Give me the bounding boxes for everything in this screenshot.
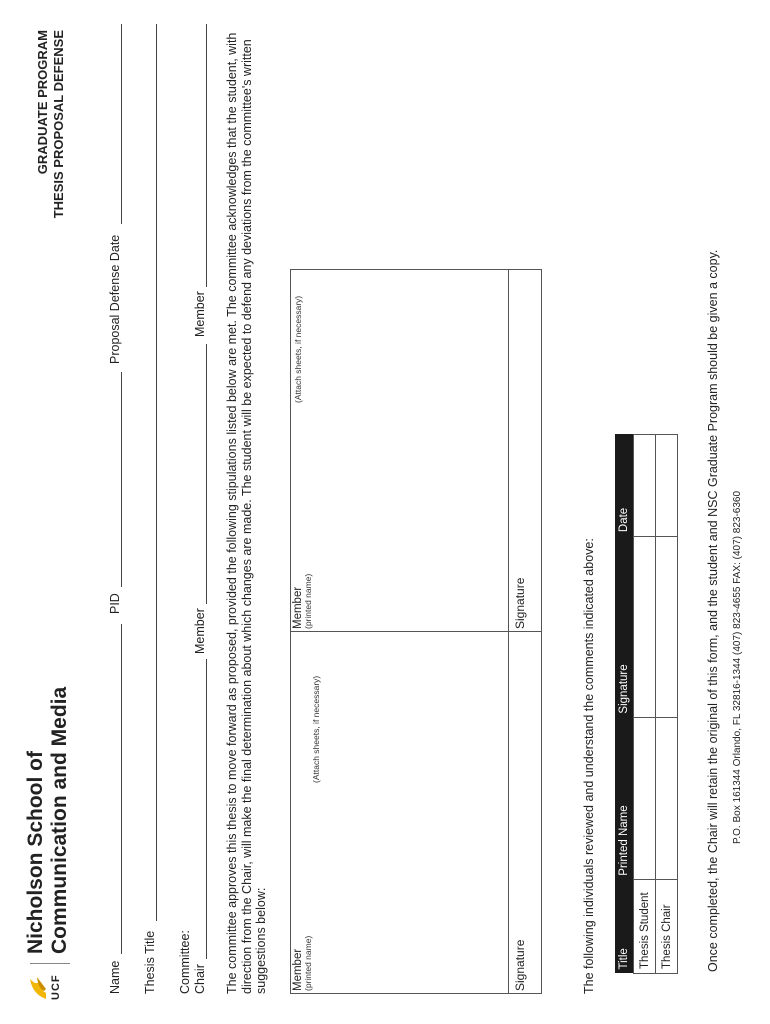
row-title: Thesis Chair	[656, 880, 678, 974]
row-title: Thesis Student	[634, 880, 656, 974]
signature-cell[interactable]	[634, 536, 656, 717]
signature-box-right[interactable]	[509, 270, 541, 631]
header-signature: Signature	[615, 536, 634, 717]
member2-field[interactable]	[206, 24, 207, 287]
proposal-date-field[interactable]	[121, 24, 122, 224]
table-row	[656, 435, 678, 974]
form-title-line2: THESIS PROPOSAL DEFENSE	[51, 30, 66, 219]
signature-cell[interactable]	[656, 536, 678, 717]
retention-note: Once completed, the Chair will retain the original of this form, and the student and NSC Graduate Program should be given a copy.	[706, 249, 720, 972]
name-field[interactable]	[121, 624, 122, 954]
comments-grid	[290, 269, 542, 994]
name-label: Name	[108, 960, 122, 994]
committee-label: Committee:	[178, 930, 192, 994]
header-title: Title	[615, 880, 634, 974]
printed-name-label-right: (printed name)	[303, 573, 313, 629]
signature-label-left: Signature	[513, 939, 527, 991]
table-header-row	[615, 435, 634, 974]
school-name-line1: Nicholson School of	[24, 751, 47, 954]
member1-label: Member	[193, 608, 207, 654]
signature-label-right: Signature	[513, 577, 527, 629]
ucf-label: UCF	[50, 974, 62, 1000]
printed-name-cell[interactable]	[656, 718, 678, 880]
date-cell[interactable]	[656, 435, 678, 537]
footer-address: P.O. Box 161344 Orlando, FL 32816-1344 (407) 823-4655 FAX: (407) 823-6360	[732, 490, 743, 844]
header-date: Date	[615, 435, 634, 537]
member-label-right: Member	[292, 586, 304, 629]
approval-paragraph: The committee approves this thesis to move forward as proposed, provided the following stipulations listed below are met. The committee acknowledges that the student, with direction from the Chair, will make the final determination about which changes are made. The student will be expected to defend any deviations from the committee's written suggestions below:	[225, 32, 268, 994]
chair-label: Chair	[193, 964, 207, 994]
pid-label: PID	[108, 593, 122, 614]
logo-divider	[30, 963, 70, 964]
chair-field[interactable]	[206, 659, 207, 959]
thesis-title-label: Thesis Title	[143, 930, 157, 994]
printed-name-label-left: (printed name)	[303, 935, 313, 991]
form-title-line1: GRADUATE PROGRAM	[35, 30, 50, 175]
signature-table	[615, 434, 678, 974]
member-comment-box-right[interactable]	[291, 270, 509, 631]
attach-note-left: (Attach sheets, if necessary)	[311, 675, 321, 783]
pegasus-logo-icon	[28, 973, 48, 1001]
table-row	[634, 435, 656, 974]
proposal-date-label: Proposal Defense Date	[108, 234, 122, 364]
pid-field[interactable]	[121, 372, 122, 587]
signature-box-left[interactable]	[509, 631, 541, 993]
header-printed-name: Printed Name	[615, 718, 634, 880]
thesis-title-field[interactable]	[156, 24, 157, 921]
member1-field[interactable]	[206, 344, 207, 604]
date-cell[interactable]	[634, 435, 656, 537]
member2-label: Member	[193, 291, 207, 337]
printed-name-cell[interactable]	[634, 718, 656, 880]
acknowledgement-text: The following individuals reviewed and understand the comments indicated above:	[582, 538, 596, 994]
school-name-line2: Communication and Media	[48, 686, 71, 954]
attach-note-right: (Attach sheets, if necessary)	[293, 295, 303, 403]
member-label-left: Member	[292, 948, 304, 991]
member-comment-box-left[interactable]	[291, 631, 509, 993]
